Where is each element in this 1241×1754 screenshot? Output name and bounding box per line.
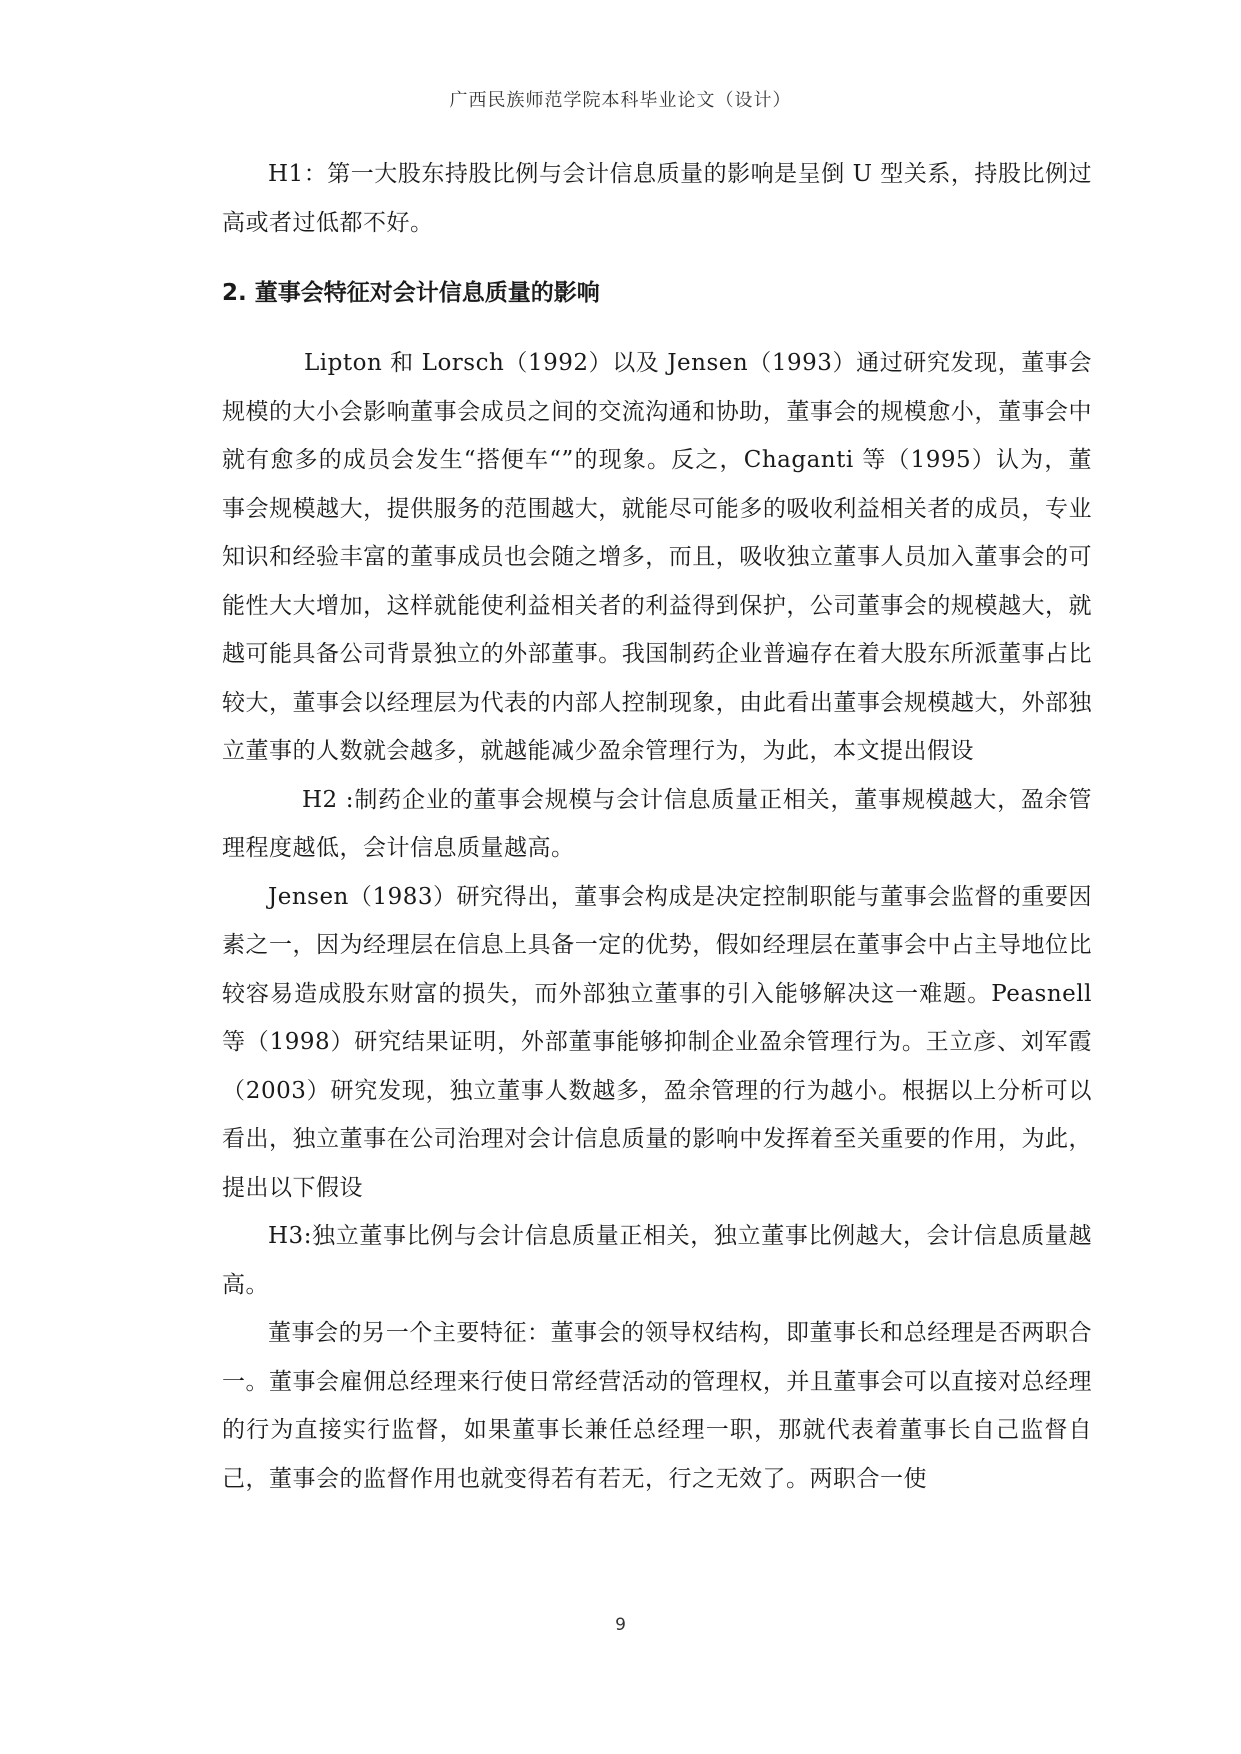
page-number: 9 (615, 1615, 626, 1635)
hypothesis-h1: H1：第一大股东持股比例与会计信息质量的影响是呈倒 U 型关系，持股比例过高或者过低都不好。 (222, 161, 1092, 236)
body-paragraph-board-size: Lipton 和 Lorsch（1992）以及 Jensen（1993）通过研究发现，董事会规模的大小会影响董事会成员之间的交流沟通和协助，董事会的规模愈小，董事会中就有愈多的成员会发生“搭便车“”的现象。反之，Chaganti 等（1995）认为，董事会规模越大，提供服务的范围越大，就能尽可能多的吸收利益相关者的成员，专业知识和经验丰富的董事成员也会随之增多，而且，吸收独立董事人员加入董事会的可能性大大增加，这样就能使利益相关者的利益得到保护，公司董事会的规模越大，就越可能具备公司背景独立的外部董事。我国制药企业普遍存在着大股东所派董事占比较大，董事会以经理层为代表的内部人控制现象，由此看出董事会规模越大，外部独立董事的人数就会越多，就越能减少盈余管理行为，为此，本文提出假设 (222, 350, 1092, 764)
body-paragraph-leadership-structure: 董事会的另一个主要特征：董事会的领导权结构，即董事长和总经理是否两职合一。董事会雇佣总经理来行使日常经营活动的管理权，并且董事会可以直接对总经理的行为直接实行监督，如果董事长兼任总经理一职，那就代表着董事长自己监督自己，董事会的监督作用也就变得若有若无，行之无效了。两职合一使 (222, 1320, 1092, 1492)
section-heading: 2. 董事会特征对会计信息质量的影响 (222, 280, 600, 306)
page-content (222, 150, 1092, 1503)
running-header: 广西民族师范学院本科毕业论文（设计） (449, 90, 792, 111)
hypothesis-h2: H2 :制药企业的董事会规模与会计信息质量正相关，董事规模越大，盈余管理程度越低，会计信息质量越高。 (222, 786, 1092, 861)
hypothesis-h3: H3:独立董事比例与会计信息质量正相关，独立董事比例越大，会计信息质量越高。 (222, 1223, 1092, 1298)
body-paragraph-board-composition: Jensen（1983）研究得出，董事会构成是决定控制职能与董事会监督的重要因素之一，因为经理层在信息上具备一定的优势，假如经理层在董事会中占主导地位比较容易造成股东财富的损失，而外部独立董事的引入能够解决这一难题。Peasnell 等（1998）研究结果证明，外部董事能够抑制企业盈余管理行为。王立彦、刘军霞（2003）研究发现，独立董事人数越多，盈余管理的行为越小。根据以上分析可以看出，独立董事在公司治理对会计信息质量的影响中发挥着至关重要的作用，为此，提出以下假设 (222, 883, 1092, 1201)
